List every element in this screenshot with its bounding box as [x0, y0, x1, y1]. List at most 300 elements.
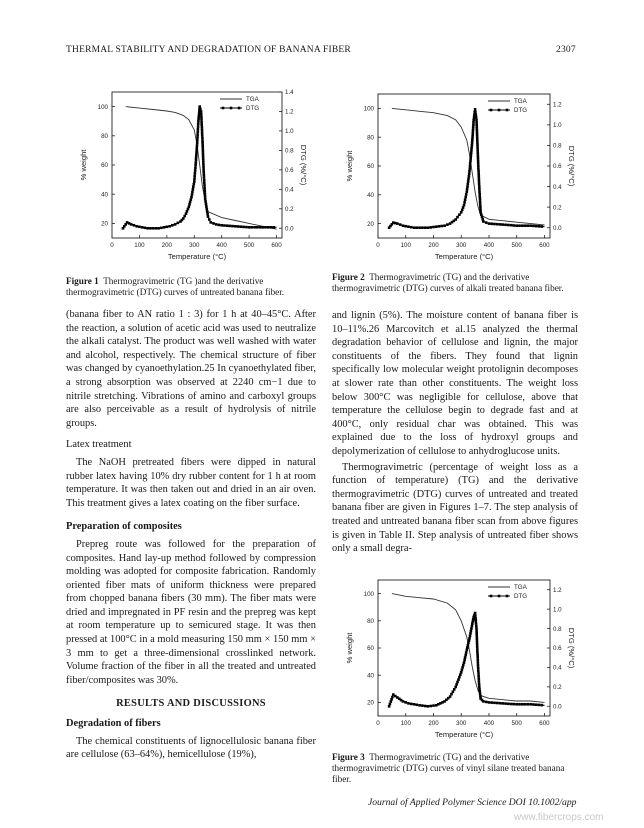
dtg-point [196, 133, 199, 136]
y-tick-label: 100 [363, 590, 374, 598]
dtg-point [450, 693, 453, 696]
y2-tick-label: 0.8 [553, 625, 562, 633]
dtg-point [457, 678, 460, 681]
dtg-point [197, 131, 200, 134]
y2-tick-label: 0.8 [553, 142, 562, 150]
dtg-point [456, 216, 459, 219]
dtg-point [144, 227, 147, 230]
dtg-point [410, 226, 413, 229]
dtg-point [540, 704, 543, 707]
dtg-point [388, 705, 391, 708]
heading-degradation-of-fibers: Degradation of fibers [66, 718, 161, 730]
dtg-point [253, 226, 256, 229]
dtg-point [476, 643, 479, 646]
dtg-point [476, 126, 479, 129]
y2-tick-label: 0.0 [285, 225, 294, 233]
figure-1-label: Figure 1 [66, 276, 99, 286]
dtg-point [476, 656, 479, 659]
x-tick-label: 300 [189, 242, 200, 249]
y2-tick-label: 1.2 [553, 586, 562, 594]
dtg-point [202, 158, 205, 161]
x-tick-label: 100 [134, 242, 145, 249]
dtg-point [215, 223, 218, 226]
dtg-point [194, 167, 197, 170]
figure-3-caption [332, 752, 582, 785]
dtg-point [499, 223, 502, 226]
dtg-point [496, 223, 499, 226]
dtg-point [204, 190, 207, 193]
dtg-point [461, 669, 464, 672]
dtg-point [466, 185, 469, 188]
dtg-point [474, 614, 477, 617]
dtg-point [193, 180, 196, 183]
dtg-point [201, 129, 204, 132]
dtg-point [471, 139, 474, 142]
dtg-point [200, 116, 203, 119]
dtg-point [435, 225, 438, 228]
dtg-point [390, 700, 393, 703]
dtg-point [463, 659, 466, 662]
y2-tick-label: 0.6 [285, 167, 294, 175]
dtg-point [476, 648, 479, 651]
dtg-point [202, 155, 205, 158]
dtg-point [478, 175, 481, 178]
dtg-point [462, 206, 465, 209]
running-title: THERMAL STABILITY AND DEGRADATION OF BANANA FIBER [66, 45, 351, 55]
dtg-point [203, 184, 206, 187]
dtg-point [464, 198, 467, 201]
dtg-point [485, 221, 488, 224]
dtg-point [477, 152, 480, 155]
dtg-point [149, 227, 152, 230]
dtg-point [452, 690, 455, 693]
y-axis-label: % weight [345, 150, 354, 182]
dtg-point [490, 223, 493, 226]
dtg-point [270, 226, 273, 229]
dtg-point [220, 224, 223, 227]
dtg-point [390, 698, 393, 701]
dtg-point [479, 201, 482, 204]
y2-tick-label: 0.4 [553, 183, 562, 191]
dtg-point [427, 705, 430, 708]
legend-dtg-marker [238, 107, 241, 110]
dtg-point [476, 129, 479, 132]
dtg-point [467, 180, 470, 183]
dtg-point [465, 651, 468, 654]
dtg-point [477, 162, 480, 165]
dtg-point [461, 209, 464, 212]
dtg-point [196, 142, 199, 145]
y-tick-label: 20 [367, 220, 374, 228]
dtg-point [527, 224, 530, 227]
y2-tick-label: 1.0 [553, 122, 562, 130]
dtg-point [245, 226, 248, 229]
y2-tick-label: 0.2 [285, 206, 294, 213]
x-tick-label: 200 [428, 242, 439, 249]
x-tick-label: 100 [400, 720, 411, 727]
dtg-point [201, 145, 204, 148]
dtg-point [476, 136, 479, 139]
dtg-point [477, 664, 480, 667]
y2-tick-label: 1.0 [285, 128, 294, 136]
dtg-point [413, 703, 416, 706]
x-tick-label: 0 [376, 242, 380, 249]
dtg-point [532, 703, 535, 706]
dtg-point [200, 118, 203, 121]
dtg-point [468, 637, 471, 640]
dtg-point [438, 225, 441, 228]
dtg-point [166, 226, 169, 229]
dtg-point [476, 653, 479, 656]
x-tick-label: 500 [243, 242, 255, 249]
legend-dtg-marker [490, 595, 493, 598]
dtg-point [471, 622, 474, 625]
left-column [66, 308, 316, 764]
dtg-point [402, 700, 405, 703]
dtg-point [518, 224, 521, 227]
dtg-point [478, 190, 481, 193]
page-number: 2307 [556, 45, 576, 55]
figure-2-caption-text: Thermogravimetric (TG) and the derivative thermogravimetric (DTG) curves of alkali treated banana fiber. [332, 272, 564, 293]
dtg-point [190, 198, 193, 201]
dtg-point [226, 224, 229, 227]
dtg-point [510, 703, 513, 706]
dtg-point [538, 704, 541, 707]
dtg-point [396, 222, 399, 225]
dtg-point [168, 225, 171, 228]
dtg-point [479, 203, 482, 206]
dtg-point [201, 139, 204, 142]
dtg-point [209, 221, 212, 224]
dtg-point [188, 203, 191, 206]
dtg-point [441, 225, 444, 228]
dtg-point [470, 152, 473, 155]
dtg-point [456, 681, 459, 684]
dtg-point [521, 703, 524, 706]
legend-tga-label: TGA [514, 584, 527, 592]
dtg-point [469, 632, 472, 635]
x-tick-label: 300 [456, 242, 467, 249]
dtg-point [453, 688, 456, 691]
dtg-point [478, 686, 481, 689]
dtg-point [202, 153, 205, 156]
figure-1-caption-text: Thermogravimetric (TG )and the derivative thermogravimetric (DTG) curves of untreated banana fiber. [66, 276, 285, 297]
dtg-point [493, 702, 496, 705]
dtg-point [471, 136, 474, 139]
paragraph-degradation: The chemical constituents of lignocellulosic banana fiber are cellulose (63–64%), hemicellulose (19%), [66, 735, 316, 761]
dtg-point [477, 675, 480, 678]
dtg-point [399, 223, 402, 226]
dtg-point [203, 187, 206, 190]
y-tick-label: 80 [367, 134, 374, 142]
dtg-point [201, 134, 204, 137]
dtg-point [518, 703, 521, 706]
dtg-point [477, 154, 480, 157]
dtg-point [513, 703, 516, 706]
dtg-point [496, 702, 499, 705]
dtg-point [193, 183, 196, 186]
dtg-point [160, 227, 163, 230]
dtg-point [510, 224, 513, 227]
dtg-point [273, 226, 276, 229]
dtg-point [474, 108, 477, 111]
legend-dtg-marker [490, 109, 493, 112]
dtg-point [469, 160, 472, 163]
dtg-point [152, 227, 155, 230]
dtg-point [477, 157, 480, 160]
dtg-point [477, 170, 480, 173]
x-tick-label: 600 [539, 720, 550, 727]
dtg-point [237, 225, 240, 228]
dtg-point [204, 192, 207, 195]
dtg-point [194, 172, 197, 175]
dtg-point [130, 223, 133, 226]
dtg-point [477, 661, 480, 664]
dtg-point [458, 213, 461, 216]
dtg-point [476, 638, 479, 641]
dtg-point [482, 220, 485, 223]
dtg-point [466, 646, 469, 649]
dtg-point [532, 225, 535, 228]
dtg-point [207, 215, 210, 218]
dtg-point [454, 686, 457, 689]
dtg-point [202, 160, 205, 163]
y2-tick-label: 0.2 [553, 684, 562, 692]
dtg-point [432, 704, 435, 707]
dtg-point [474, 111, 477, 114]
figure-3-label: Figure 3 [332, 752, 365, 762]
dtg-point [185, 212, 188, 215]
dtg-point [446, 223, 449, 226]
plot-frame [378, 580, 550, 716]
dtg-point [190, 196, 193, 199]
dtg-point [197, 120, 200, 123]
dtg-point [424, 226, 427, 229]
dtg-point [203, 179, 206, 182]
x-axis-label: Temperature (°C) [434, 730, 494, 739]
dtg-point [413, 226, 416, 229]
dtg-line [389, 613, 544, 706]
dtg-point [424, 705, 427, 708]
dtg-point [177, 222, 180, 225]
dtg-point [476, 134, 479, 137]
dtg-point [206, 208, 209, 211]
dtg-point [475, 625, 478, 628]
dtg-point [192, 188, 195, 191]
dtg-point [262, 226, 265, 229]
dtg-point [469, 165, 472, 168]
dtg-point [499, 702, 502, 705]
dtg-point [416, 226, 419, 229]
dtg-point [204, 198, 207, 201]
dtg-point [479, 208, 482, 211]
right-column [332, 309, 578, 558]
dtg-point [203, 182, 206, 185]
dtg-point [521, 224, 524, 227]
dtg-point [476, 139, 479, 142]
dtg-point [470, 149, 473, 152]
dtg-point [459, 673, 462, 676]
legend-dtg-marker [506, 109, 509, 112]
legend-tga-label: TGA [514, 98, 527, 106]
dtg-point [476, 144, 479, 147]
dtg-point [206, 213, 209, 216]
plot-frame [378, 94, 550, 238]
dtg-point [475, 116, 478, 119]
dtg-point [141, 226, 144, 229]
dtg-point [464, 656, 467, 659]
dtg-point [475, 121, 478, 124]
dtg-point [202, 163, 205, 166]
dtg-point [515, 703, 518, 706]
dtg-point [402, 224, 405, 227]
dtg-point [476, 651, 479, 654]
x-tick-label: 100 [400, 242, 411, 249]
y-tick-label: 40 [367, 192, 374, 199]
y-tick-label: 80 [367, 618, 374, 625]
dtg-point [200, 110, 203, 113]
legend-dtg-marker [498, 109, 501, 112]
dtg-point [477, 165, 480, 168]
dtg-point [242, 226, 245, 229]
dtg-point [195, 152, 198, 155]
legend-tga-label: TGA [246, 96, 259, 104]
dtg-point [267, 226, 270, 229]
dtg-point [189, 201, 192, 204]
dtg-point [186, 210, 189, 213]
dtg-point [203, 176, 206, 179]
dtg-point [472, 121, 475, 124]
dtg-point [462, 664, 465, 667]
dtg-point [481, 218, 484, 221]
dtg-point [472, 126, 475, 129]
dtg-point [472, 131, 475, 134]
dtg-point [201, 131, 204, 134]
dtg-point [202, 147, 205, 150]
dtg-point [476, 131, 479, 134]
dtg-point [535, 703, 538, 706]
dtg-point [202, 168, 205, 171]
dtg-point [196, 139, 199, 142]
dtg-point [193, 175, 196, 178]
y2-axis-label: DTG (%/°C) [567, 627, 576, 669]
dtg-point [470, 627, 473, 630]
dtg-point [493, 223, 496, 226]
dtg-point [463, 204, 466, 207]
dtg-point [477, 669, 480, 672]
dtg-point [476, 149, 479, 152]
y2-tick-label: 0.6 [553, 163, 562, 171]
dtg-point [460, 211, 463, 214]
dtg-point [478, 193, 481, 196]
figure-3-chart [332, 574, 578, 750]
dtg-point [460, 671, 463, 674]
paragraph-preparation: Prepreg route was followed for the preparation of composites. Hand lay-up method followed by compression molding was adopted for composite fabrication. Randomly oriented fiber mats of uniform thickness were prepared from chopped banana fibers (30 mm). The fiber mats were dried and impregnated in PF resin and the prepreg was kept at room temperature up to semicured stage. It was then pressed at 100°C in a mold measuring 150 mm × 150 mm × 3 mm to get a three-dimensional crosslinked network. Volume fraction of the fiber in all the treated and untreated fiber/composites was 30%. [66, 538, 316, 686]
dtg-point [479, 693, 482, 696]
y2-tick-label: 0.4 [553, 664, 562, 672]
dtg-line [389, 109, 544, 227]
y2-tick-label: 0.0 [553, 703, 562, 711]
dtg-point [478, 678, 481, 681]
dtg-point [468, 172, 471, 175]
dtg-point [449, 695, 452, 698]
dtg-point [191, 193, 194, 196]
y2-axis-label: DTG (%/°C) [567, 145, 576, 187]
dtg-point [407, 702, 410, 705]
dtg-point [443, 224, 446, 227]
dtg-point [479, 695, 482, 698]
dtg-point [502, 223, 505, 226]
dtg-point [194, 169, 197, 172]
dtg-point [157, 227, 160, 230]
dtg-point [234, 225, 237, 228]
dtg-point [421, 226, 424, 229]
dtg-point [231, 225, 234, 228]
dtg-point [472, 118, 475, 121]
dtg-point [195, 161, 198, 164]
y-tick-label: 20 [367, 699, 374, 707]
dtg-point [481, 216, 484, 219]
legend-dtg-marker [506, 595, 509, 598]
dtg-point [479, 690, 482, 693]
x-tick-label: 500 [511, 720, 522, 727]
y2-tick-label: 1.2 [285, 108, 294, 116]
dtg-point [201, 137, 204, 140]
dtg-point [196, 147, 199, 150]
dtg-point [196, 136, 199, 139]
dtg-point [197, 125, 200, 128]
dtg-point [504, 702, 507, 705]
dtg-point [404, 701, 407, 704]
dtg-point [468, 170, 471, 173]
dtg-point [475, 118, 478, 121]
dtg-point [201, 126, 204, 129]
dtg-point [195, 149, 198, 152]
dtg-point [468, 175, 471, 178]
dtg-point [197, 118, 200, 121]
dtg-point [191, 191, 194, 194]
dtg-point [195, 154, 198, 157]
dtg-point [535, 225, 538, 228]
dtg-point [429, 226, 432, 229]
dtg-point [472, 129, 475, 132]
dtg-point [389, 703, 392, 706]
dtg-point [418, 704, 421, 707]
dtg-point [200, 113, 203, 116]
x-tick-label: 400 [483, 242, 495, 249]
y-tick-label: 80 [101, 133, 108, 140]
dtg-point [475, 620, 478, 623]
dtg-point [188, 206, 191, 209]
y-tick-label: 40 [367, 672, 374, 680]
dtg-point [192, 185, 195, 188]
dtg-point [200, 123, 203, 126]
x-axis-label: Temperature (°C) [434, 252, 494, 261]
dtg-point [259, 226, 262, 229]
dtg-point [198, 115, 201, 118]
legend-dtg-marker [230, 107, 233, 110]
paragraph-lignin: and lignin (5%). The moisture content of banana fiber is 10–11%.26 Marcovitch et al.15 analyzed the thermal degradation behavior of cellulose and lignin, the major constituents of the fibers. They found that lignin specifically low molecular weight protolignin decomposes at slower rate than other constituents. The weight loss below 300°C was negligible for cellulose, above that temperature the cellulose begin to degrade fast and at 400°C, only residual char was obtained. This was explained due to the loss of hydroxyl groups and depolymerization of cellulose to anhydroglucose units. [332, 310, 578, 457]
dtg-point [488, 222, 491, 225]
dtg-point [472, 124, 475, 127]
dtg-point [477, 160, 480, 163]
dtg-point [478, 183, 481, 186]
paragraph-thermogravimetric: Thermogravimetric (percentage of weight loss as a function of temperature) (TG) and the derivative thermogravimetric (DTG) curves of untreated and treated banana fiber are given in Figures 1–7. The step analysis of treated and untreated banana fiber scan from above figures is given in Table II. Step analysis of untreated fiber shows only a small degra- [332, 461, 578, 555]
tga-line [392, 108, 545, 225]
y2-tick-label: 0.8 [285, 147, 294, 155]
dtg-point [474, 617, 477, 620]
y-axis-label: % weight [79, 149, 88, 181]
